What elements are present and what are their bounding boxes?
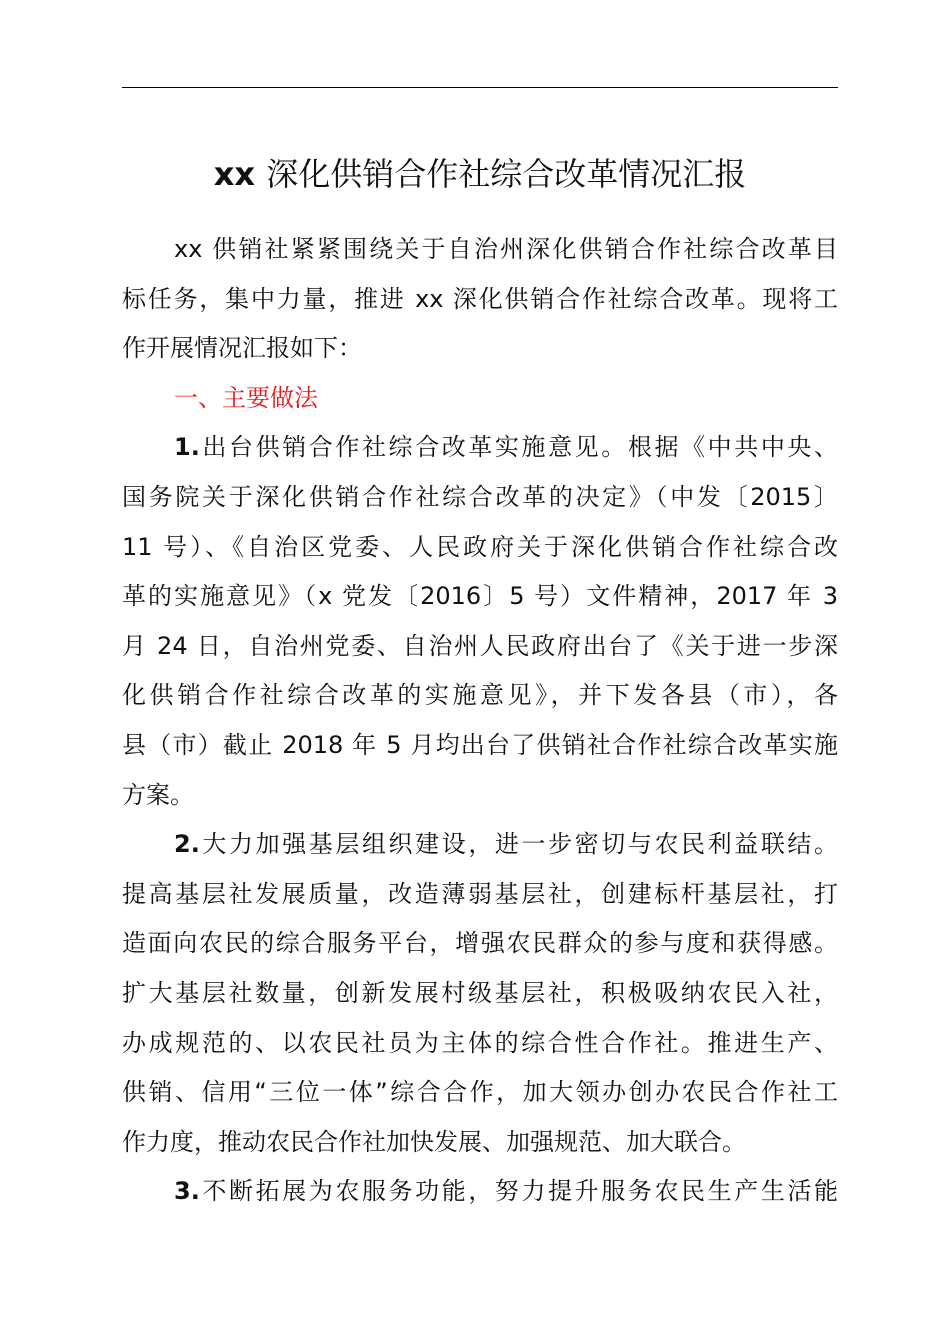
item1-line-1: [122, 423, 838, 473]
intro-line-2: 标任务，集中力量，推进 xx 深化供销合作社综合改革。现将工: [122, 284, 838, 313]
item2-line-6: 供销、信用“三位一体”综合合作，加大领办创办农民合作社工: [122, 1078, 838, 1107]
item1-line-3: 11 号）、《自治区党委、人民政府关于深化供销合作社综合改: [122, 532, 838, 561]
header-rule: [122, 87, 838, 88]
item3-number: 3.: [174, 1177, 200, 1206]
document-body: [122, 225, 838, 1217]
item1-line-5: 月 24 日，自治州党委、自治州人民政府出台了《关于进一步深: [122, 631, 838, 660]
title-prefix: xx: [213, 155, 256, 193]
item2-number: 2.: [174, 830, 200, 859]
title-text: 深化供销合作社综合改革情况汇报: [266, 155, 747, 193]
item1-line-7: 县（市）截止 2018 年 5 月均出台了供销社合作社综合改革实施: [122, 730, 838, 759]
item1-number: 1.: [174, 433, 200, 462]
item3-text-1: 不断拓展为农服务功能，努力提升服务农民生产生活能: [199, 1177, 838, 1206]
item1-line-8: 方案。: [122, 780, 194, 809]
item2-line-2: 提高基层社发展质量，改造薄弱基层社，创建标杆基层社，打: [122, 879, 838, 908]
item2-line-1: [122, 820, 838, 870]
intro-line-1: xx 供销社紧紧围绕关于自治州深化供销合作社综合改革目: [174, 235, 838, 263]
document-title: [122, 150, 838, 198]
intro-line-3: 作开展情况汇报如下：: [122, 334, 362, 363]
item2-line-3: 造面向农民的综合服务平台，增强农民群众的参与度和获得感。: [122, 929, 838, 958]
item2-line-7: 作力度，推动农民合作社加快发展、加强规范、加大联合。: [122, 1127, 746, 1156]
item1-line-4: 革的实施意见》（x 党发〔2016〕5 号）文件精神，2017 年 3: [122, 582, 838, 611]
item1-line-6: 化供销合作社综合改革的实施意见》，并下发各县（市），各: [122, 681, 838, 710]
item2-line-5: 办成规范的、以农民社员为主体的综合性合作社。推进生产、: [122, 1028, 838, 1057]
item1-line-2: 国务院关于深化供销合作社综合改革的决定》（中发〔2015〕: [122, 482, 838, 511]
item3-line-1: [122, 1167, 838, 1217]
item2-line-4: 扩大基层社数量，创新发展村级基层社，积极吸纳农民入社，: [122, 978, 838, 1007]
section-heading: 一、主要做法: [174, 383, 318, 412]
item2-text-1: 大力加强基层组织建设，进一步密切与农民利益联结。: [199, 830, 838, 859]
item1-text-1: 出台供销合作社综合改革实施意见。根据《中共中央、: [199, 433, 838, 462]
